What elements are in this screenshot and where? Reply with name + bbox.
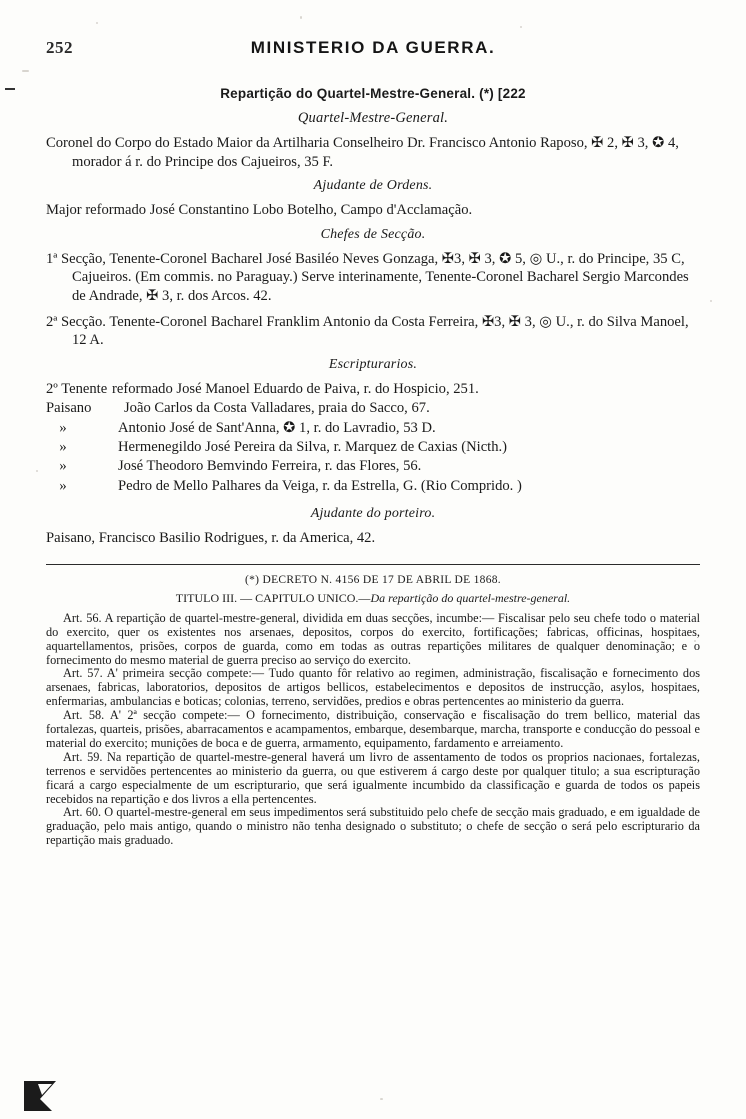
- clerk-text: João Carlos da Costa Valladares, praia do Sacco, 67.: [124, 400, 430, 417]
- adjutant-heading: Ajudante de Ordens.: [313, 178, 433, 194]
- clerk-label: 2º Tenente: [46, 380, 108, 397]
- list-item: [46, 477, 700, 496]
- clerk-label: »: [59, 477, 67, 494]
- footnote-body: [46, 612, 700, 848]
- clerk-text: Antonio José de Sant'Anna, ✪ 1, r. do Lavradio, 53 D.: [118, 419, 436, 436]
- clerks-list: [46, 380, 700, 496]
- chiefs-heading: Chefes de Secção.: [320, 226, 426, 242]
- adjutant-paragraph: Major reformado José Constantino Lobo Botelho, Campo d'Acclamação.: [46, 202, 473, 219]
- page-content: [46, 38, 700, 848]
- footnote-title-line: [46, 591, 700, 606]
- colonel-paragraph-text: Coronel do Corpo do Estado Maior da Artilharia Conselheiro Dr. Francisco Antonio Raposo, ✠ 2, ✠ 3, ✪ 4, morador á r. do Principe dos Cajueiros, 35 F.: [46, 135, 679, 170]
- clerk-text: Pedro de Mello Palhares da Veiga, r. da Estrella, G. (Rio Comprido. ): [118, 477, 522, 494]
- clerk-label: Paisano: [46, 400, 92, 417]
- paper-speck: [36, 470, 38, 472]
- clerk-text: Hermenegildo José Pereira da Silva, r. Marquez de Caxias (Nicth.): [118, 438, 508, 455]
- footnote-article: Art. 57. A' primeira secção compete:— Tudo quanto fôr relativo ao regimen, administração, fiscalisação e fornecimento dos arsenaes, fabricas, laboratorios, depositos de artigos bellicos, estabelecimentos e depositos de instrucção, asylos, hospitaes, enfermarias, ambulancias e boticas; colonias, terreno, servidões, predios e obras pertencentes ao ministerio da guerra.: [46, 666, 700, 709]
- footnote-article: Art. 60. O quartel-mestre-general em seus impedimentos será substituido pelo chefe de secção mais graduado, e em igualdade de graduação, pelo mais antigo, quando o ministro não tenha designado o substituto; o chefe de secção o será pelo escripturario da repartição mais graduado.: [46, 805, 700, 848]
- clerks-heading: Escripturarios.: [328, 356, 418, 372]
- folio-number: 252: [46, 38, 73, 57]
- paper-speck: [380, 1098, 383, 1100]
- footnote-divider: [46, 564, 700, 565]
- scan-artifact-icon: [22, 1079, 62, 1113]
- list-item: [46, 438, 700, 457]
- list-item: [46, 399, 700, 418]
- chief-section-1-text: 1ª Secção, Tenente-Coronel Bacharel José Basiléo Neves Gonzaga, ✠3, ✠ 3, ✪ 5, ◎ U., r. do Principe, 35 C, Cajueiros. (Em commis. no Paraguay.) Serve interinamente, Tenente-Coronel Bacharel Sergio Marcondes de Andrade, ✠ 3, r. dos Arcos. 42.: [46, 250, 689, 304]
- page-header: [46, 38, 700, 64]
- list-item: [46, 419, 700, 438]
- footnote-article: Art. 58. A' 2ª secção compete:— O fornecimento, distribuição, conservação e fiscalisação do trem bellico, material das fortalezas, quarteis, prisões, abarracamentos e acampamentos, embarque, desembarque, marcha, transporte e conducção do pessoal e material do exercito; munições de boca e de guerra, armamento, equipamento, fardamento e arreiamento.: [46, 708, 700, 750]
- chief-section-2: [46, 313, 700, 350]
- colonel-paragraph: [46, 134, 700, 171]
- clerk-label: »: [59, 438, 67, 455]
- footnote-title-italic: Da repartição do quartel-mestre-general.: [370, 590, 571, 605]
- paper-speck: [710, 300, 712, 302]
- chief-section-1: [46, 250, 700, 306]
- list-item: [46, 457, 700, 476]
- footnote-title-plain: TITULO III. — CAPITULO UNICO.—: [175, 590, 371, 605]
- clerk-label: »: [59, 419, 67, 436]
- margin-tick: [5, 88, 15, 90]
- running-head: MINISTERIO DA GUERRA.: [250, 38, 496, 57]
- list-item: [46, 380, 700, 399]
- paper-speck: [96, 22, 98, 24]
- footnote-decree: (*) DECRETO N. 4156 DE 17 DE ABRIL DE 1868.: [245, 573, 501, 586]
- porter-heading: Ajudante do porteiro.: [310, 506, 436, 522]
- paper-speck: [22, 70, 29, 72]
- paper-speck: [300, 16, 302, 19]
- clerk-label: »: [59, 458, 67, 475]
- clerk-text: José Theodoro Bemvindo Ferreira, r. das Flores, 56.: [118, 458, 422, 475]
- chief-section-2-text: 2ª Secção. Tenente-Coronel Bacharel Franklim Antonio da Costa Ferreira, ✠3, ✠ 3, ◎ U., r. do Silva Manoel, 12 A.: [46, 313, 689, 349]
- section-title: Repartição do Quartel-Mestre-General. (*) [222: [220, 86, 526, 101]
- paper-speck: [520, 26, 522, 28]
- section-subtitle: Quartel-Mestre-General.: [297, 110, 449, 126]
- footnote-article: Art. 56. A repartição de quartel-mestre-general, dividida em duas secções, incumbe:— Fiscalisar pelo seu chefe todo o material do exercito, quer os existentes nos arsenaes, depositos, corpos do exercito, fortificações; fabricas, officinas, hospitaes, aquartellamentos, prisões, corpos de guarda, como em todas as outras repartições militares de qualquer denominação; e o fornecimento do mesmo material de guerra preciso ao serviço do exercito.: [46, 610, 700, 667]
- footnote-article: Art. 59. Na repartição de quartel-mestre-general haverá um livro de assentamento de todos os proprios nacionaes, fortalezas, terrenos e servidões pertencentes ao ministerio da guerra, ou que estiverem á cargo deste por qualquer titulo; a sua escripturação ficará a cargo especialmente de um escripturario, que será igualmente incumbido da classificação e guarda de todos os papeis recebidos na repartição e dos livros a ella pertencentes.: [46, 749, 700, 806]
- porter-line: Paisano, Francisco Basilio Rodrigues, r. da America, 42.: [46, 530, 376, 547]
- clerk-text: reformado José Manoel Eduardo de Paiva, r. do Hospicio, 251.: [112, 380, 479, 397]
